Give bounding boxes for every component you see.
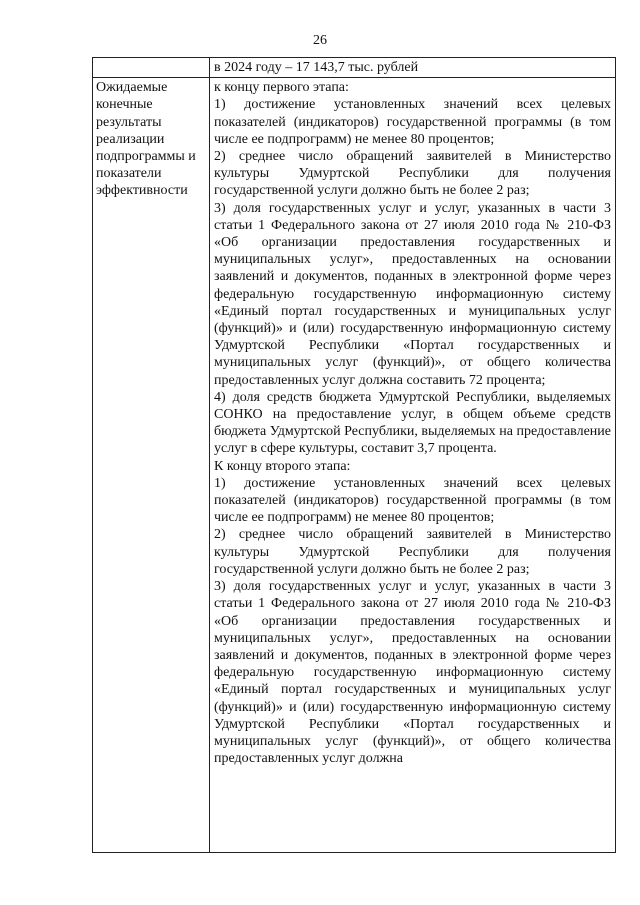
paragraph: 2) среднее число обращений заявителей в Министерство культуры Удмуртской Республики для получения государственной услуги должно быть не более 2 раз; (214, 149, 611, 199)
table-cell-label (93, 58, 210, 78)
table-row (93, 58, 616, 78)
paragraph: К концу второго этапа: (214, 458, 351, 474)
table-cell-value (210, 78, 616, 853)
table-row (93, 78, 616, 853)
paragraph: 1) достижение установленных значений всех целевых показателей (индикаторов) государственной программы (в том числе ее подпрограмм) не менее 80 процентов; (214, 97, 611, 147)
table-cell-label (93, 78, 210, 853)
financing-line: в 2024 году – 17 143,7 тыс. рублей (214, 60, 419, 75)
paragraph: к концу первого этапа: (214, 80, 349, 96)
paragraph: 3) доля государственных услуг и услуг, указанных в части 3 статьи 1 Федерального закона от 27 июля 2010 года № 210-ФЗ «Об организации предоставления государственных и муниципальных услуг», предоставленных на основании заявлений и документов, поданных в электронной форме через федеральную государственную информационную систему «Единый портал государственных и муниципальных услуг (функций)» и (или) государственную информационную систему Удмуртской Республики «Портал государственных и муниципальных услуг (функций)», от общего количества предоставленных услуг должна составить 72 процента; (214, 200, 611, 388)
passport-table (92, 57, 616, 853)
results-text (214, 79, 611, 851)
paragraph: 2) среднее число обращений заявителей в Министерство культуры Удмуртской Республики для получения государственной услуги должно быть не более 2 раз; (214, 527, 611, 577)
paragraph: 3) доля государственных услуг и услуг, указанных в части 3 статьи 1 Федерального закона от 27 июля 2010 года № 210-ФЗ «Об организации предоставления государственных и муниципальных услуг», предоставленных на основании заявлений и документов, поданных в электронной форме через федеральную государственную информационную систему «Единый портал государственных и муниципальных услуг (функций)» и (или) государственную информационную систему Удмуртской Республики «Портал государственных и муниципальных услуг (функций)», от общего количества предоставленных услуг должна (214, 579, 611, 767)
table-cell-value (210, 58, 616, 78)
section-label: Ожидаемые конечные результаты реализации подпрограммы и показатели эффективности (96, 80, 196, 199)
page-number: 26 (313, 33, 327, 48)
paragraph: 4) доля средств бюджета Удмуртской Республики, выделяемых СОНКО на предоставление услуг, в общем объеме средств бюджета Удмуртской Республики, выделяемых на предоставление услуг в сфере культуры, составит 3,7 процента. (214, 389, 611, 457)
paragraph: 1) достижение установленных значений всех целевых показателей (индикаторов) государственной программы (в том числе ее подпрограмм) не менее 80 процентов; (214, 475, 611, 526)
